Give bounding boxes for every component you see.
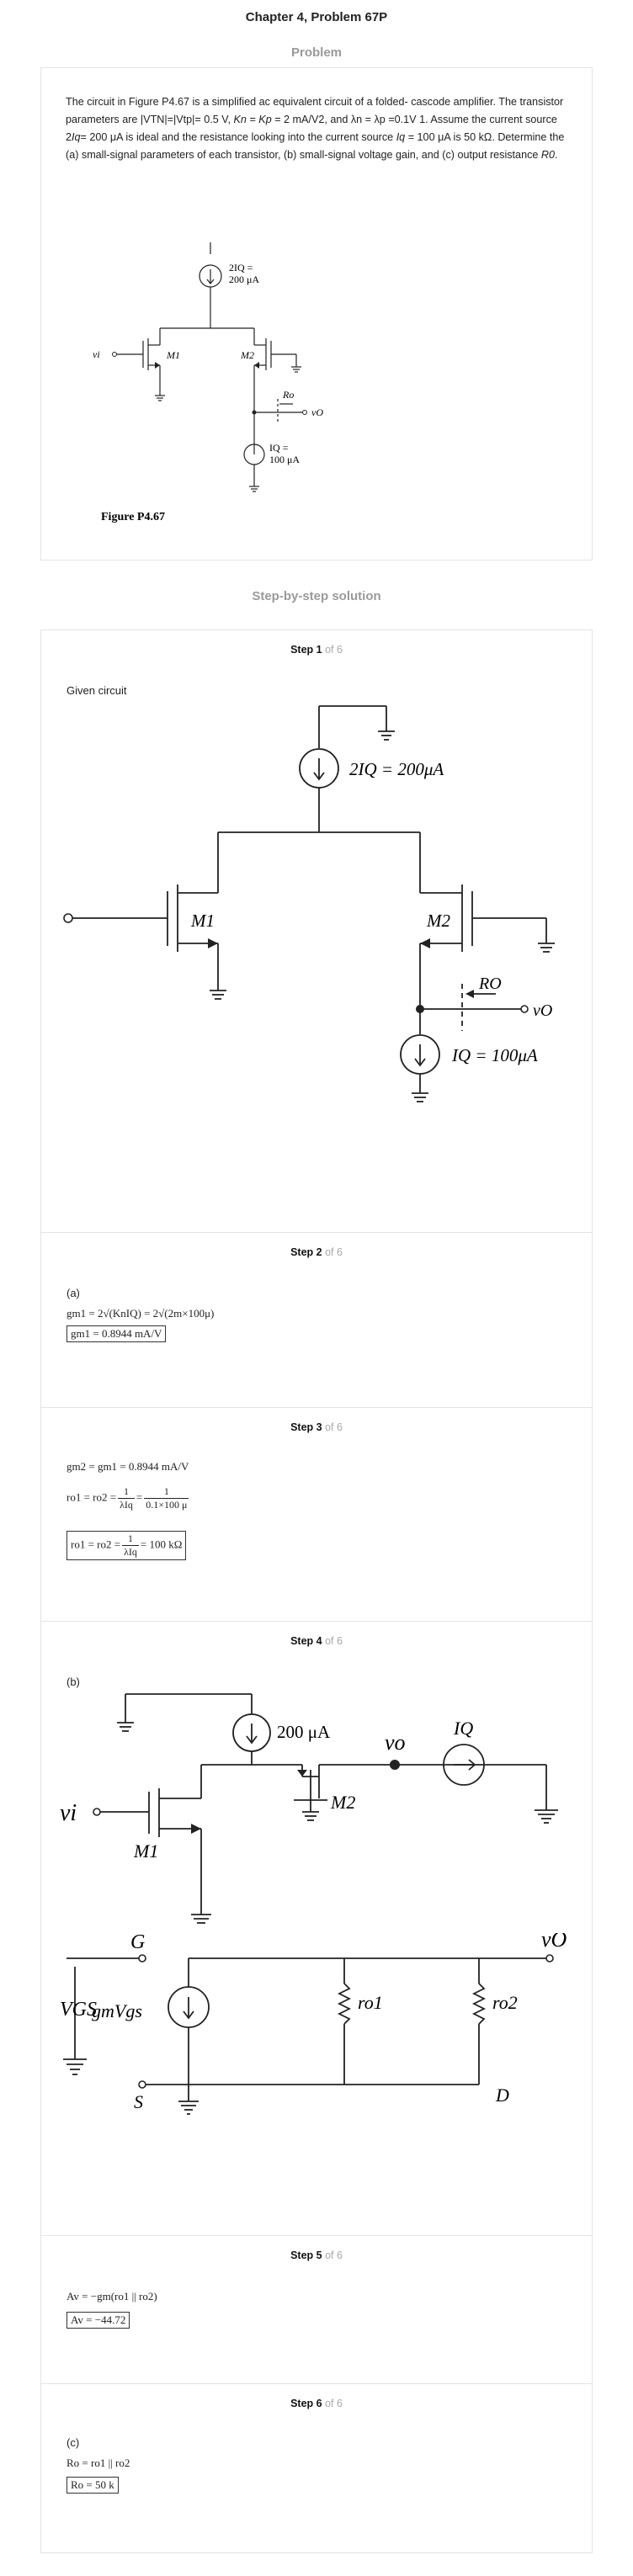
fig-source-top-2: 200 μA <box>229 274 260 285</box>
step-4-circuit <box>41 1689 592 1933</box>
fig-vo: vO <box>311 406 323 418</box>
step-4-ro2: ro2 <box>492 1992 518 2013</box>
step-1-m1: M1 <box>191 911 215 931</box>
step-3-eq-3: ro1 = ro2 = $\frac{1}{\text{λIq}}$ = 100 kΩ <box>66 1531 186 1560</box>
step-2-eq-1: gm1 = 2√(KnIQ) = 2√(2m×100μ) <box>66 1307 215 1320</box>
figure-caption: Figure P4.67 <box>101 511 165 523</box>
step-6-note: (c) <box>66 2436 80 2449</box>
step-4-g: G <box>130 1933 146 1953</box>
fig-source-top-1: 2IQ = <box>229 262 253 274</box>
step-5-title: Step 5 of 6 <box>290 2249 343 2261</box>
step-4-small-signal-model <box>41 1933 592 2160</box>
step-5-card <box>40 2235 593 2385</box>
step-4-title: Step 4 of 6 <box>290 1635 343 1647</box>
step-4-note: (b) <box>66 1676 80 1688</box>
step-4-vgs: VGS <box>60 1999 97 2021</box>
step-6-eq-2: Ro = 50 k <box>66 2477 119 2494</box>
step-1-circuit <box>41 698 592 1219</box>
step-1-card <box>40 629 593 1234</box>
step-4-m1: M1 <box>134 1840 159 1862</box>
step-5-eq-2: Av = −44.72 <box>66 2312 130 2329</box>
step-2-title: Step 2 of 6 <box>290 1246 343 1258</box>
problem-statement: The circuit in Figure P4.67 is a simplified ac equivalent circuit of a folded- cascode amplifier. The transistor parameters are |VTN|=|Vtp|= 0.5 V, Kn = Kp = 2 mA/V2, and λn = λp =0.1V 1. Assume the current source 2Iq= 200 μA is ideal and the resistance looking into the current source Iq = 100 μA is 50 kΩ. Determine the (a) small-signal parameters of each transistor, (b) small-signal voltage gain, and (c) output resistance R0. <box>66 96 565 161</box>
step-3-eq-2: ro1 = ro2 = $\frac{1}{\text{λIq}}$ = $\frac{1}{0.1\times 100 \mu}$ <box>66 1485 188 1511</box>
step-4-m2: M2 <box>331 1792 356 1813</box>
step-4-ro1: ro1 <box>358 1992 383 2013</box>
step-1-m2: M2 <box>427 911 450 931</box>
step-4-gm-vgs: gmVgs <box>92 2000 142 2021</box>
step-1-source-bottom: IQ = 100μA <box>452 1045 538 1065</box>
step-6-eq-1: Ro = ro1 || ro2 <box>66 2456 130 2469</box>
step-2-eq-2: gm1 = 0.8944 mA/V <box>66 1325 166 1342</box>
fig-vi: vi <box>93 348 100 360</box>
step-3-eq-1: gm2 = gm1 = 0.8944 mA/V <box>66 1460 189 1473</box>
step-4-source: 200 μA <box>277 1722 331 1742</box>
step-4-vo-bottom: vO <box>541 1933 567 1952</box>
solution-heading: Step-by-step solution <box>252 589 381 603</box>
step-6-card <box>40 2383 593 2553</box>
problem-heading: Problem <box>290 45 342 60</box>
step-1-vo: vO <box>533 1001 553 1020</box>
step-4-d: D <box>496 2085 509 2106</box>
step-4-vi: vi <box>60 1800 77 1826</box>
figure-p4-67 <box>76 202 379 539</box>
fig-m1: M1 <box>167 349 180 361</box>
fig-source-bot-2: 100 μA <box>269 454 301 465</box>
step-4-vo-top: vo <box>385 1730 406 1755</box>
step-3-card <box>40 1407 593 1623</box>
page-title: Chapter 4, Problem 67P <box>245 10 388 24</box>
fig-m2: M2 <box>241 349 254 361</box>
step-3-title: Step 3 of 6 <box>290 1421 343 1433</box>
step-1-title: Step 1 of 6 <box>290 644 343 656</box>
step-5-eq-1: Av = −gm(ro1 || ro2) <box>66 2290 157 2302</box>
step-2-note: (a) <box>66 1287 80 1299</box>
step-4-card <box>40 1621 593 2237</box>
step-4-s: S <box>134 2091 143 2112</box>
fig-ro: Ro <box>283 389 295 401</box>
step-6-title: Step 6 of 6 <box>290 2398 343 2409</box>
step-1-ro: RO <box>479 975 502 993</box>
step-2-card <box>40 1232 593 1409</box>
step-1-note: Given circuit <box>66 684 127 697</box>
step-4-iq: IQ <box>454 1718 474 1739</box>
fig-source-bot-1: IQ = <box>269 442 289 454</box>
step-1-source-top: 2IQ = 200μA <box>349 759 444 779</box>
